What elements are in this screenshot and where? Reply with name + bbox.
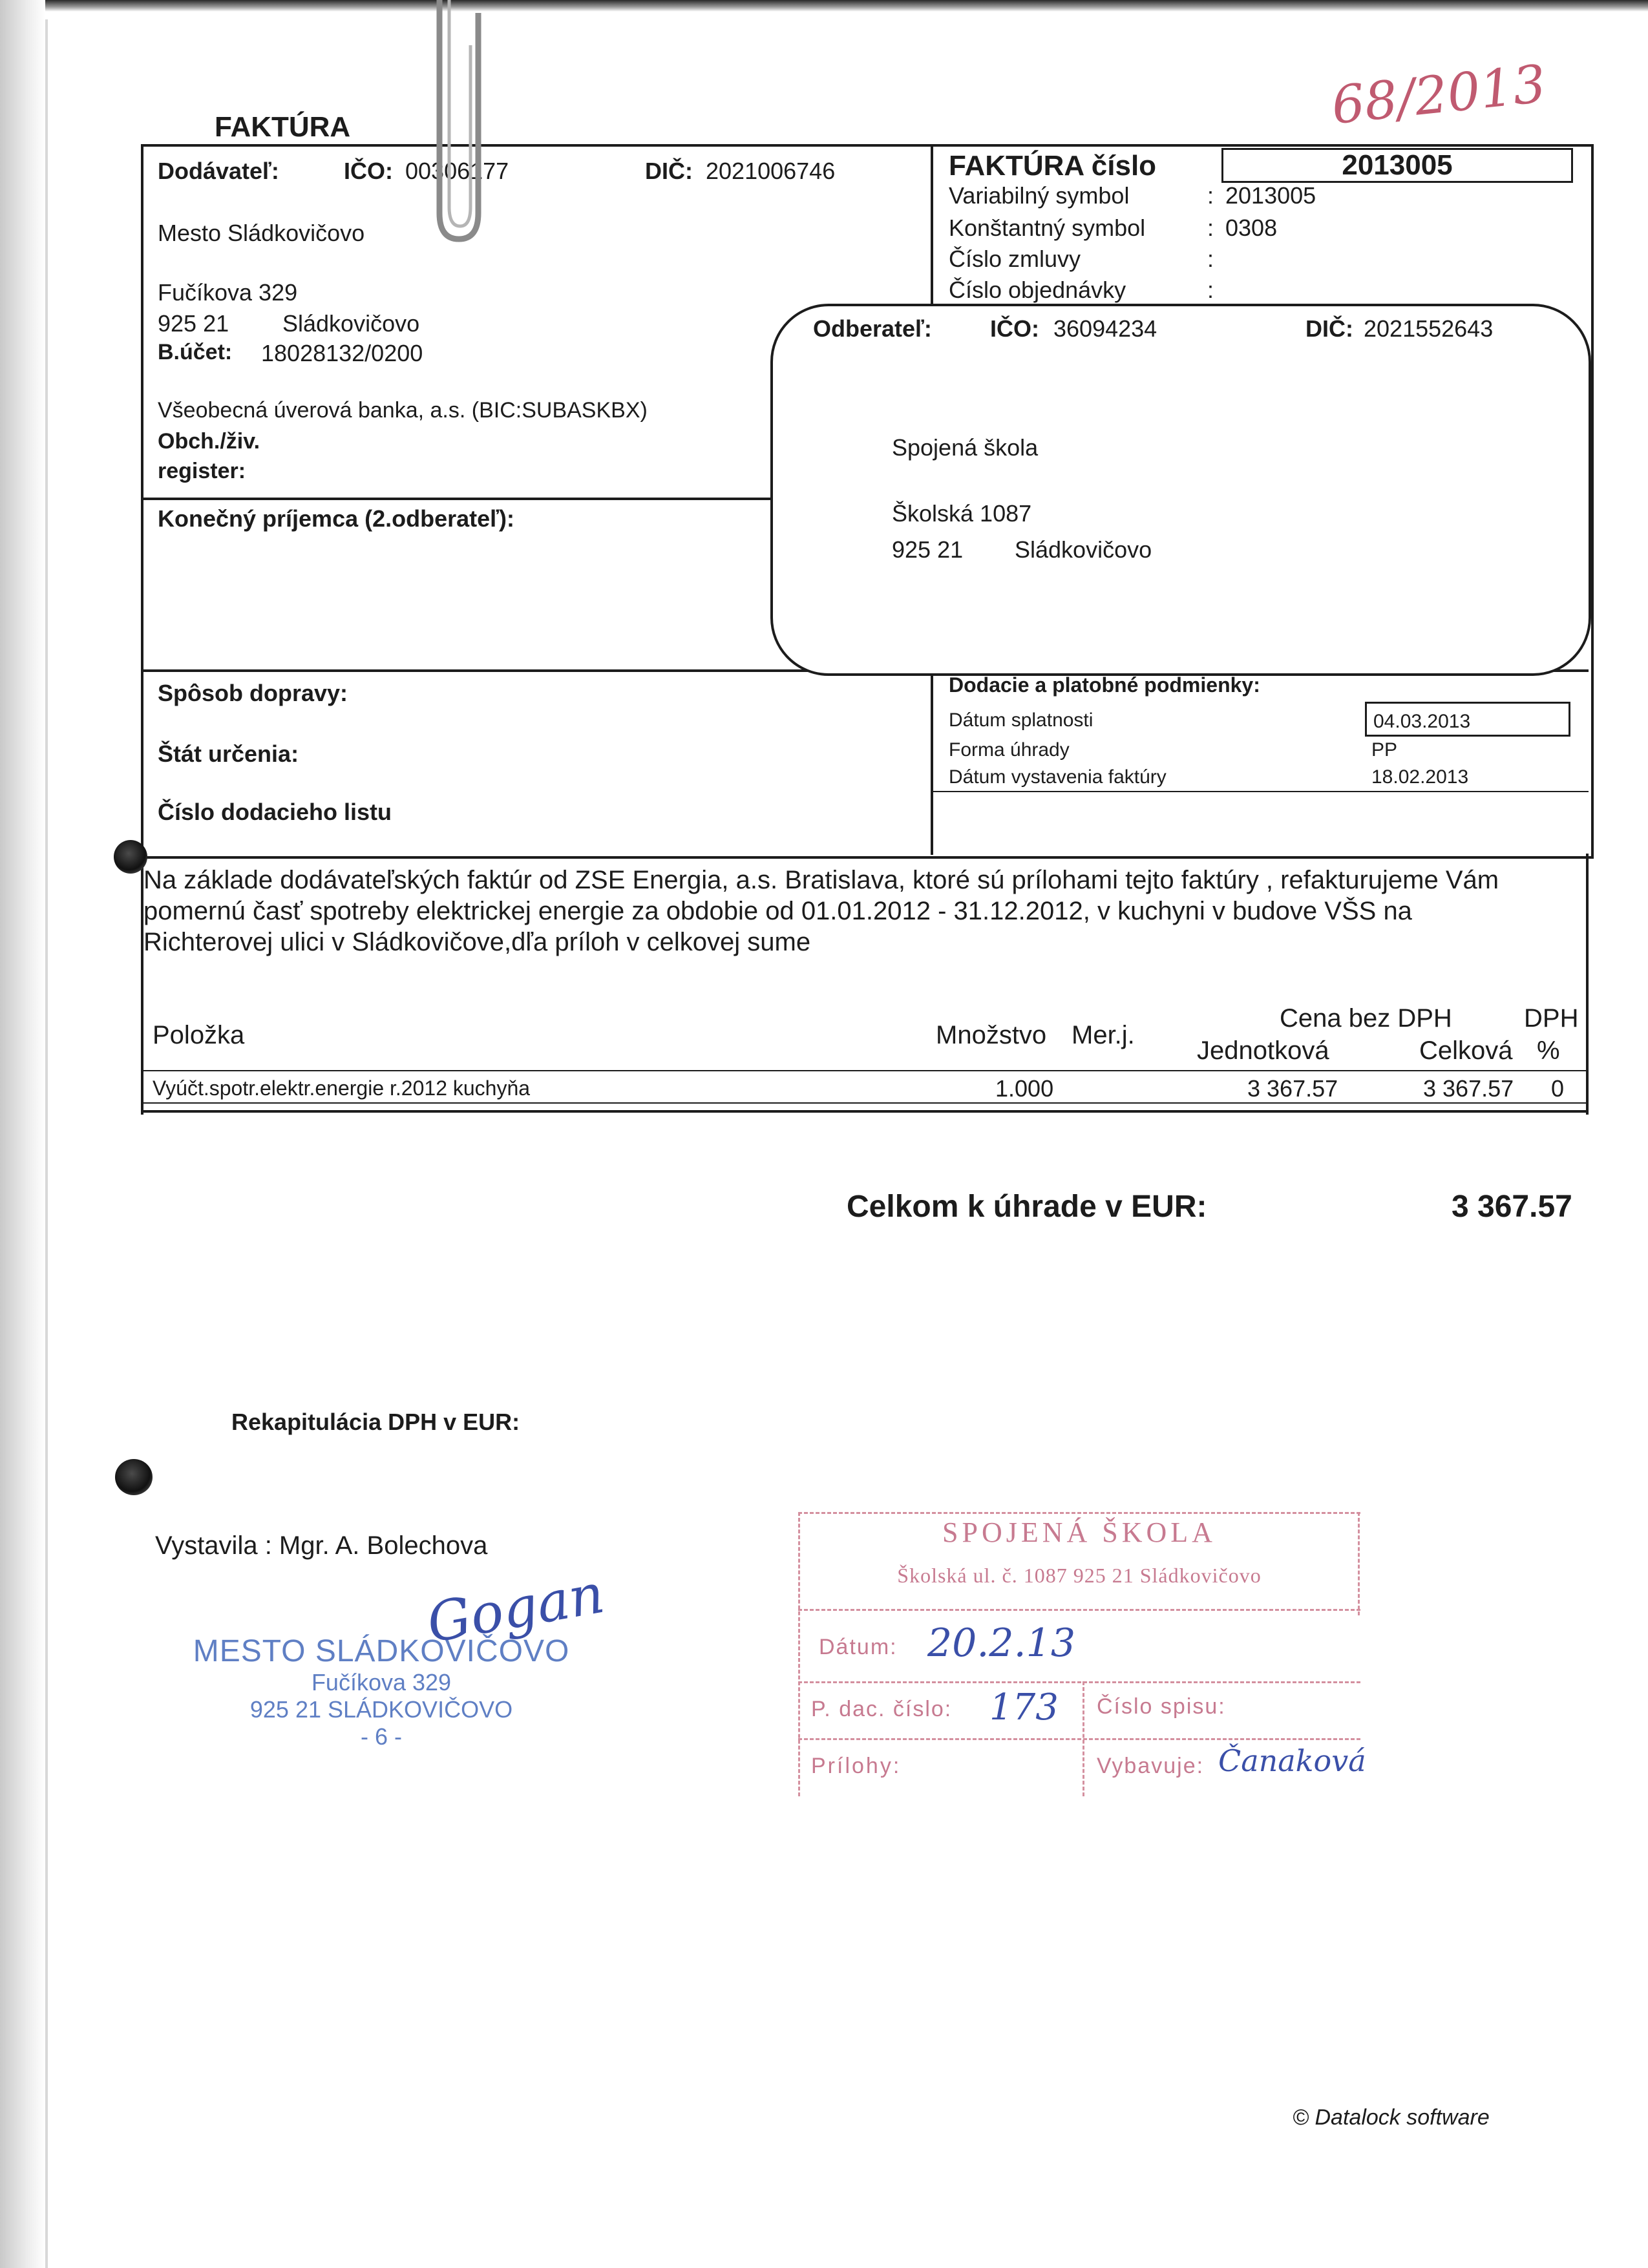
stamp-line-2 — [798, 1681, 1360, 1683]
punch-hole-icon — [114, 840, 147, 874]
supplier-stamp — [187, 1633, 575, 1750]
supplier-stamp-line2: Fučíkova 329 — [311, 1669, 452, 1696]
stamp-date-label: Dátum: — [819, 1635, 898, 1659]
supplier-city: Sládkovičovo — [282, 310, 420, 337]
constant-symbol-label: Konštantný symbol — [949, 215, 1146, 241]
col-vat-pct: % — [1537, 1036, 1560, 1065]
supplier-bank: Všeobecná úverová banka, a.s. (BIC:SUBASKBX) — [158, 398, 648, 423]
customer-ico: 36094234 — [1053, 315, 1157, 342]
col-unit: Mer.j. — [1072, 1021, 1135, 1049]
due-date-value: 04.03.2013 — [1373, 711, 1471, 732]
stamp-handler-value: Čanaková — [1218, 1743, 1366, 1778]
variable-symbol-value: 2013005 — [1225, 182, 1316, 209]
paper-clip-icon — [414, 0, 491, 246]
description-line-3: Richterovej ulici v Sládkovičove,dľa príloh v celkovej sume — [143, 928, 811, 956]
total-label: Celkom k úhrade v EUR: — [847, 1190, 1207, 1224]
col-vat: DPH — [1524, 1004, 1579, 1033]
handwritten-reference: 68/2013 — [1329, 53, 1549, 136]
supplier-register-label-1: Obch./živ. — [158, 429, 260, 454]
stamp-line-1 — [798, 1609, 1360, 1611]
col-unit-price: Jednotková — [1197, 1036, 1329, 1065]
issue-date-value: 18.02.2013 — [1371, 766, 1469, 788]
items-right-border — [1586, 854, 1589, 1115]
stamp-reg-value: 173 — [989, 1686, 1059, 1728]
signature: Gogan — [422, 1561, 609, 1655]
stamp-handler-label: Vybavuje: — [1097, 1754, 1205, 1778]
stamp-border-left — [798, 1512, 800, 1796]
issue-date-label: Dátum vystavenia faktúry — [949, 766, 1167, 788]
supplier-label: Dodávateľ: — [158, 158, 279, 184]
item-quantity: 1.000 — [995, 1075, 1054, 1102]
invoice-number-box — [1221, 148, 1573, 183]
due-date-box — [1365, 702, 1570, 737]
constant-symbol-value: 0308 — [1225, 215, 1278, 241]
transport-vertical — [931, 669, 933, 855]
customer-city: Sládkovičovo — [1015, 536, 1152, 563]
header-divider-top — [931, 144, 933, 304]
description-line-2: pomernú časť spotreby elektrickej energie za obdobie od 01.01.2012 - 31.12.2012, v kuchyni v budove VŠS na — [143, 897, 1412, 925]
supplier-account: 18028132/0200 — [261, 340, 423, 366]
supplier-dic-label: DIČ: — [645, 158, 693, 184]
stamp-reg-label: P. dac. číslo: — [811, 1697, 953, 1721]
payment-form-label: Forma úhrady — [949, 739, 1070, 761]
delivery-note-label: Číslo dodacieho listu — [158, 799, 392, 825]
contract-number-label: Číslo zmluvy — [949, 246, 1081, 272]
supplier-stamp-line1: MESTO SLÁDKOVIČOVO — [193, 1634, 570, 1668]
col-price-group: Cena bez DPH — [1280, 1004, 1452, 1033]
receipt-stamp — [798, 1512, 1366, 1796]
item-vat: 0 — [1551, 1075, 1565, 1102]
items-row-line — [141, 1102, 1589, 1104]
final-recipient-label: Konečný príjemca (2.odberateľ): — [158, 505, 515, 532]
total-value: 3 367.57 — [1452, 1190, 1572, 1224]
invoice-number-label: FAKTÚRA číslo — [949, 150, 1157, 182]
recipient-divider — [141, 498, 772, 500]
terms-bottom-line — [931, 791, 1589, 792]
stamp-line-3 — [798, 1738, 1360, 1740]
due-date-label: Dátum splatnosti — [949, 709, 1093, 731]
scan-top-shadow — [0, 0, 1648, 12]
item-name: Vyúčt.spotr.elektr.energie r.2012 kuchyňa — [153, 1076, 531, 1100]
colon: : — [1207, 246, 1214, 272]
items-header-line — [141, 1070, 1589, 1071]
supplier-stamp-line3: 925 21 SLÁDKOVIČOVO — [249, 1696, 513, 1723]
customer-street: Školská 1087 — [892, 500, 1032, 527]
terms-title: Dodacie a platobné podmienky: — [949, 673, 1260, 697]
customer-ico-label: IČO: — [990, 315, 1039, 342]
supplier-account-label: B.účet: — [158, 340, 233, 364]
customer-name: Spojená škola — [892, 434, 1039, 461]
payment-form-value: PP — [1371, 739, 1398, 761]
customer-dic: 2021552643 — [1364, 315, 1494, 342]
supplier-dic: 2021006746 — [706, 158, 836, 184]
invoice-number: 2013005 — [1342, 149, 1453, 181]
col-quantity: Množstvo — [936, 1021, 1047, 1049]
transport-method-label: Spôsob dopravy: — [158, 680, 348, 706]
customer-zip: 925 21 — [892, 536, 964, 563]
colon: : — [1207, 277, 1214, 303]
colon: : — [1207, 215, 1214, 241]
supplier-stamp-line4: - 6 - — [360, 1723, 402, 1750]
supplier-ico: 00306177 — [405, 158, 509, 184]
footer-copyright: © Datalock software — [1293, 2105, 1490, 2130]
destination-country-label: Štát určenia: — [158, 740, 299, 767]
scan-left-shadow — [0, 0, 45, 2268]
stamp-address: Školská ul. č. 1087 925 21 Sládkovičovo — [897, 1564, 1262, 1587]
stamp-attach-label: Prílohy: — [811, 1754, 902, 1778]
supplier-register-label-2: register: — [158, 459, 246, 483]
customer-label: Odberateľ: — [813, 315, 932, 342]
vat-recap-label: Rekapitulácia DPH v EUR: — [231, 1409, 520, 1435]
items-bottom-border — [141, 1110, 1589, 1113]
punch-hole-icon — [115, 1459, 153, 1495]
supplier-ico-label: IČO: — [344, 158, 393, 184]
col-total: Celková — [1419, 1036, 1513, 1065]
stamp-title: SPOJENÁ ŠKOLA — [942, 1517, 1216, 1548]
description-line-1: Na základe dodávateľských faktúr od ZSE Energia, a.s. Bratislava, ktoré sú prílohami tejto faktúry , refakturujeme Vám — [143, 866, 1499, 894]
customer-dic-label: DIČ: — [1305, 315, 1353, 342]
document-title: FAKTÚRA — [215, 111, 351, 143]
page-edge — [45, 19, 48, 2268]
colon: : — [1207, 182, 1214, 209]
supplier-street: Fučíkova 329 — [158, 279, 298, 306]
col-item: Položka — [153, 1021, 245, 1049]
supplier-name: Mesto Sládkovičovo — [158, 220, 365, 246]
customer-box — [770, 304, 1591, 676]
issued-by: Vystavila : Mgr. A. Bolechova — [155, 1531, 488, 1560]
stamp-date-value: 20.2.13 — [927, 1621, 1076, 1666]
stamp-border-top — [798, 1512, 1360, 1514]
supplier-zip: 925 21 — [158, 310, 229, 337]
variable-symbol-label: Variabilný symbol — [949, 182, 1130, 209]
item-unit-price: 3 367.57 — [1247, 1075, 1338, 1102]
item-total: 3 367.57 — [1423, 1075, 1514, 1102]
stamp-file-label: Číslo spisu: — [1097, 1694, 1226, 1719]
order-number-label: Číslo objednávky — [949, 277, 1126, 303]
